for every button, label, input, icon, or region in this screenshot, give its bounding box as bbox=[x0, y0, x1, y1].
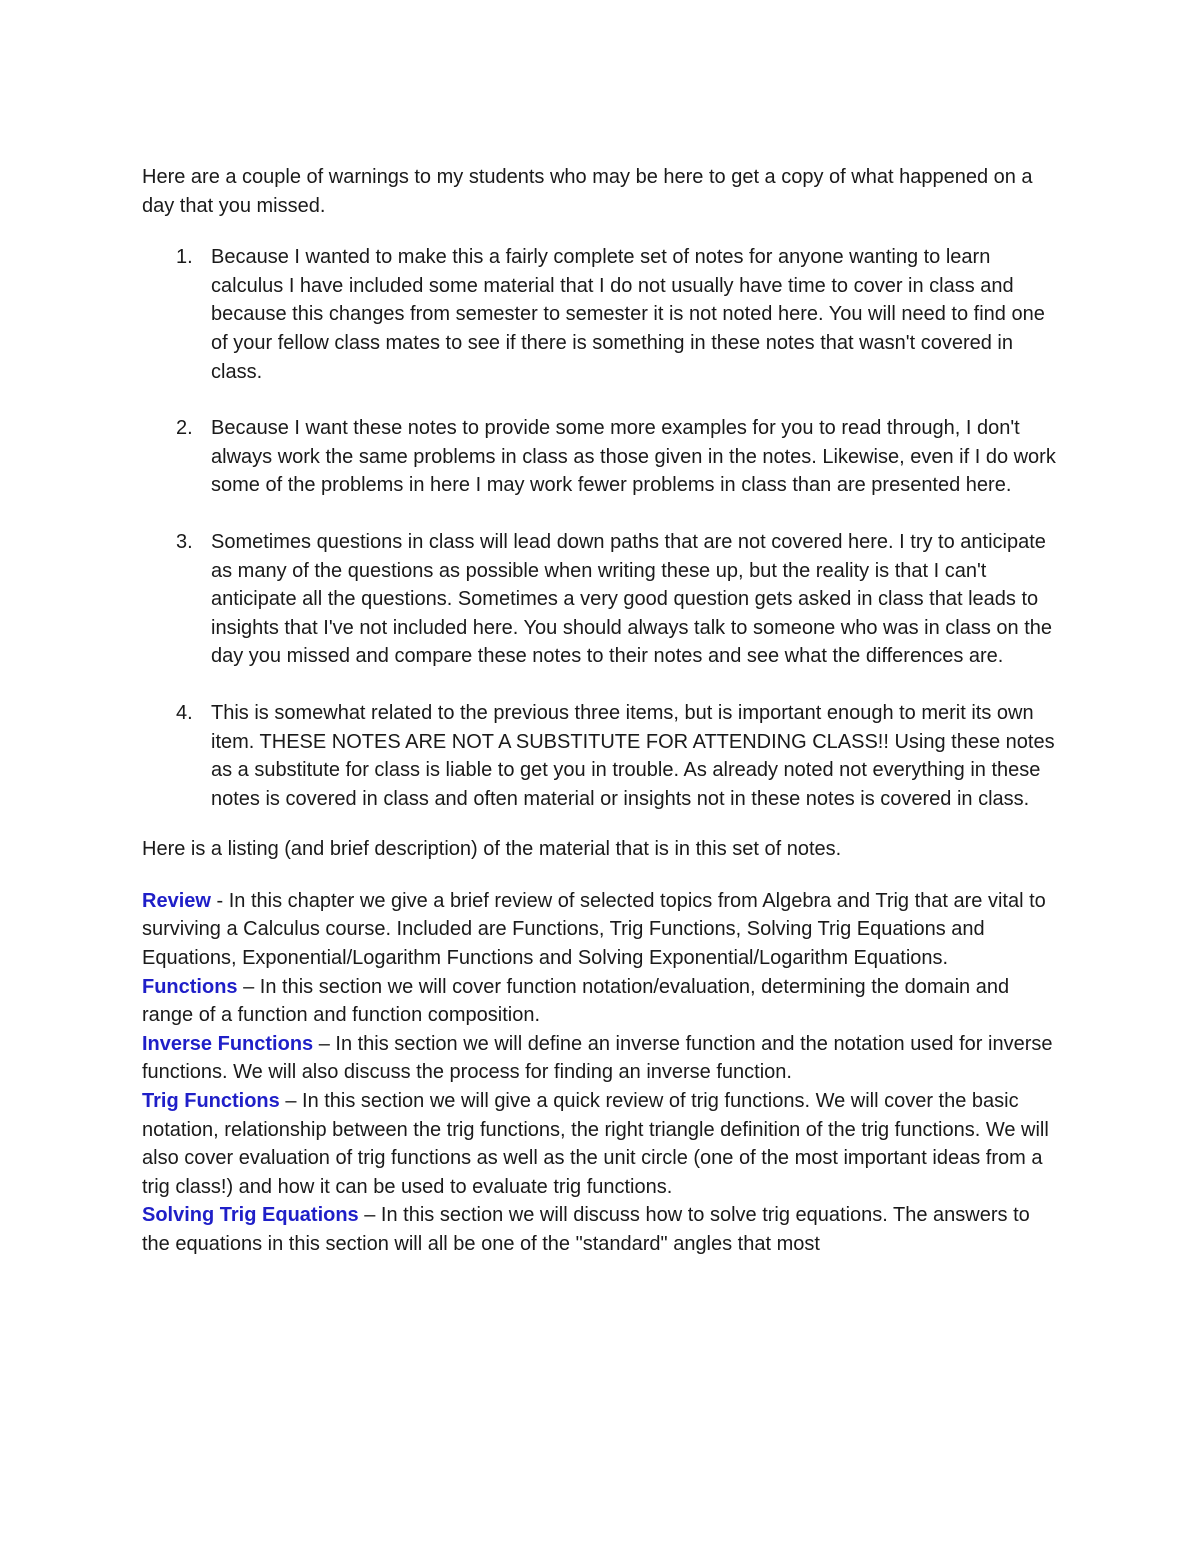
intro-paragraph: Here are a couple of warnings to my students who may be here to get a copy of what happened on a day that you missed. bbox=[142, 166, 1033, 217]
entry-description: – In this section we will define an inverse function and the notation used for inverse functions. We will also discuss the process for finding an inverse function. bbox=[142, 1032, 1053, 1084]
entry-term[interactable]: Trig Functions bbox=[142, 1090, 280, 1113]
entry-inverse-functions bbox=[142, 1030, 1057, 1087]
list-item bbox=[142, 243, 1057, 386]
list-item-number: 4. bbox=[176, 701, 193, 724]
warnings-list bbox=[142, 243, 1057, 813]
entry-term[interactable]: Functions bbox=[142, 975, 238, 998]
list-item-number: 1. bbox=[176, 246, 193, 269]
entry-description: – In this section we will discuss how to solve trig equations. The answers to the equations in this section will all be one of the "standard" angles that most bbox=[142, 1204, 1030, 1255]
entry-solving-trig-equations bbox=[142, 1201, 1057, 1258]
list-item-text: Because I wanted to make this a fairly complete set of notes for anyone wanting to learn calculus I have included some material that I do not usually have time to cover in class and because this changes from semester to semester it is not noted here. You will need to find one of your fellow class mates to see if there is something in these notes that wasn't covered in class. bbox=[211, 246, 1045, 383]
entry-term[interactable]: Solving Trig Equations bbox=[142, 1204, 359, 1227]
list-item-text: This is somewhat related to the previous three items, but is important enough to merit its own item. THESE NOTES ARE NOT A SUBSTITUTE FOR ATTENDING CLASS!! Using these notes as a substitute for class is liable to get you in trouble. As already noted not everything in these notes is covered in class and often material or insights not in these notes is covered in class. bbox=[211, 701, 1055, 810]
listing-intro-paragraph: Here is a listing (and brief description) of the material that is in this set of notes. bbox=[142, 838, 842, 861]
list-item-text: Sometimes questions in class will lead down paths that are not covered here. I try to anticipate as many of the questions as possible when writing these up, but the reality is that I can't anticipate all the questions. Sometimes a very good question gets asked in class that leads to insights that I've not included here. You should always talk to someone who was in class on the day you missed and compare these notes to their notes and see what the differences are. bbox=[211, 530, 1052, 668]
entry-description: – In this section we will give a quick review of trig functions. We will cover the basic notation, relationship between the trig functions, the right triangle definition of the trig functions. We will also cover evaluation of trig functions as well as the unit circle (one of the most important ideas from a trig class!) and how it can be used to evaluate trig functions. bbox=[142, 1090, 1049, 1198]
list-item bbox=[142, 699, 1057, 813]
document-page bbox=[142, 163, 1057, 1259]
list-item-number: 2. bbox=[176, 417, 193, 440]
list-item-number: 3. bbox=[176, 530, 193, 553]
list-item bbox=[142, 528, 1057, 671]
list-item-text: Because I want these notes to provide some more examples for you to read through, I don't always work the same problems in class as those given in the notes. Likewise, even if I do work some of the problems in here I may work fewer problems in class than are presented here. bbox=[211, 417, 1056, 497]
entry-description: – In this section we will cover function notation/evaluation, determining the domain and range of a function and function composition. bbox=[142, 975, 1010, 1027]
list-item bbox=[142, 414, 1057, 500]
entry-term[interactable]: Inverse Functions bbox=[142, 1032, 314, 1055]
entry-review bbox=[142, 887, 1057, 973]
entry-description: - In this chapter we give a brief review of selected topics from Algebra and Trig that are vital to surviving a Calculus course. Included are Functions, Trig Functions, Solving Trig Equations and Equations, Exponential/Logarithm Functions and Solving Exponential/Logarithm Equations. bbox=[142, 889, 1046, 970]
entry-trig-functions bbox=[142, 1087, 1057, 1201]
entry-term[interactable]: Review bbox=[142, 889, 211, 912]
entry-functions bbox=[142, 973, 1057, 1030]
